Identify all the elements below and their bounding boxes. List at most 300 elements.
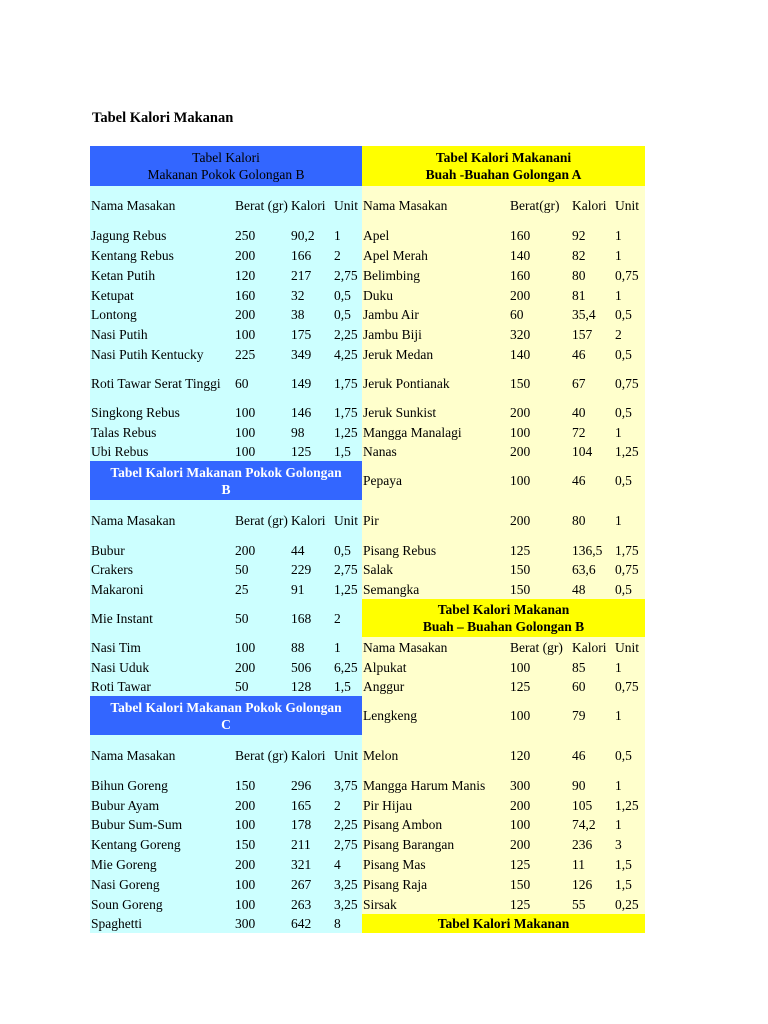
table-cell: 0,5 — [615, 747, 632, 763]
table-cell: 200 — [510, 404, 531, 420]
table-cell: Soun Goreng — [91, 896, 163, 912]
table-row — [90, 265, 362, 285]
table-cell: 175 — [291, 326, 312, 342]
calorie-tables — [90, 146, 645, 933]
column-header-cell: Kalori — [291, 512, 326, 528]
table-row — [90, 677, 362, 696]
table-cell: 11 — [572, 856, 585, 872]
column-header-cell: Unit — [334, 747, 359, 763]
table-cell: Pisang Barangan — [363, 836, 455, 852]
table-cell: 3 — [615, 836, 622, 852]
column-header-cell: Unit — [334, 512, 359, 528]
table-cell: 100 — [235, 639, 256, 655]
table-cell: 50 — [235, 562, 249, 577]
table-cell: 250 — [235, 227, 256, 243]
table-cell: Singkong Rebus — [91, 404, 180, 420]
table-cell: 104 — [572, 444, 593, 459]
table-cell: 349 — [291, 346, 312, 362]
table-cell: 200 — [235, 307, 256, 322]
table-section-header — [90, 696, 362, 735]
table-cell: 120 — [510, 747, 531, 763]
table-cell: 140 — [510, 247, 531, 263]
table-cell: Duku — [363, 287, 393, 303]
table-row — [90, 834, 362, 854]
table-cell: 35,4 — [572, 307, 596, 322]
table-cell: Bubur Ayam — [91, 797, 160, 813]
table-cell: Talas Rebus — [91, 424, 157, 440]
table-cell: 85 — [572, 659, 586, 675]
section-header-line: Tabel Kalori Makanan — [437, 916, 570, 931]
table-row — [90, 599, 362, 637]
column-header-cell: Nama Masakan — [91, 198, 176, 213]
table-cell: 1,75 — [334, 375, 358, 391]
table-cell: 229 — [291, 562, 312, 577]
table-cell: 200 — [510, 444, 531, 459]
table-row — [90, 775, 362, 795]
table-cell: 81 — [572, 287, 586, 303]
table-row — [90, 874, 362, 894]
table-cell: 150 — [510, 562, 531, 577]
table-cell: 2 — [615, 326, 622, 342]
table-cell: 1,75 — [334, 404, 358, 420]
table-cell: 125 — [510, 896, 531, 912]
column-header-cell: Kalori — [572, 198, 607, 213]
table-cell: Salak — [363, 562, 393, 577]
table-cell: 46 — [572, 346, 586, 362]
table-section-header — [90, 146, 362, 186]
table-row — [90, 364, 362, 402]
table-cell: 100 — [510, 708, 531, 723]
table-cell: Jeruk Medan — [363, 346, 434, 362]
table-section-header — [90, 461, 362, 500]
table-cell: 1 — [615, 777, 622, 793]
table-cell: 1 — [615, 287, 622, 303]
table-row — [90, 560, 362, 579]
table-row — [362, 324, 645, 344]
table-cell: 100 — [510, 473, 531, 488]
table-cell: Jeruk Pontianak — [363, 375, 450, 391]
table-cell: 2,75 — [334, 267, 358, 283]
table-cell: 200 — [235, 797, 256, 813]
table-row — [90, 285, 362, 305]
table-cell: 0,75 — [615, 562, 639, 577]
table-cell: 0,5 — [615, 473, 632, 488]
table-cell: Mie Instant — [91, 610, 153, 626]
table-row — [362, 579, 645, 599]
table-row — [362, 657, 645, 677]
table-cell: 3,75 — [334, 777, 358, 793]
table-cell: 1,5 — [615, 876, 632, 892]
table-cell: Melon — [363, 747, 399, 763]
table-cell: 157 — [572, 326, 593, 342]
table-cell: 125 — [291, 444, 312, 459]
table-cell: 1,25 — [334, 424, 358, 440]
table-cell: Semangka — [363, 581, 420, 597]
column-header-row — [362, 637, 645, 657]
table-cell: 32 — [291, 287, 305, 303]
table-cell: 140 — [510, 346, 531, 362]
table-row — [362, 402, 645, 422]
table-row — [362, 735, 645, 775]
table-cell: Nasi Uduk — [91, 659, 150, 675]
table-cell: Roti Tawar Serat Tinggi — [91, 375, 221, 391]
table-row — [90, 442, 362, 461]
column-header-cell: Unit — [615, 639, 640, 655]
table-cell: Jambu Biji — [363, 326, 422, 342]
table-cell: Pisang Raja — [363, 876, 428, 892]
table-row — [362, 265, 645, 285]
table-cell: Bubur — [91, 542, 125, 558]
table-cell: Nasi Tim — [91, 639, 141, 655]
table-cell: 2,25 — [334, 326, 358, 342]
table-row — [362, 344, 645, 364]
table-cell: 100 — [235, 444, 256, 459]
table-cell: 92 — [572, 227, 586, 243]
table-cell: 100 — [235, 896, 256, 912]
table-cell: 46 — [572, 747, 586, 763]
table-cell: 1 — [615, 424, 622, 440]
page-title: Tabel Kalori Makanan — [92, 110, 234, 126]
table-row — [90, 657, 362, 677]
table-cell: 67 — [572, 375, 586, 391]
table-cell: 125 — [510, 542, 531, 558]
table-cell: Sirsak — [363, 896, 397, 912]
table-cell: 0,5 — [615, 581, 632, 597]
table-cell: 321 — [291, 856, 312, 872]
table-cell: 1,5 — [334, 679, 351, 694]
table-row — [362, 560, 645, 579]
table-cell: 211 — [291, 836, 311, 852]
table-row — [362, 854, 645, 874]
column-header-cell: Berat (gr) — [235, 198, 288, 213]
table-row — [362, 422, 645, 442]
table-cell: 105 — [572, 797, 593, 813]
table-row — [90, 245, 362, 265]
table-cell: 40 — [572, 404, 586, 420]
section-header-line: Tabel Kalori Makanan Pokok Golongan — [110, 699, 342, 715]
table-row — [362, 815, 645, 834]
column-header-cell: Berat (gr) — [235, 747, 288, 763]
table-cell: 200 — [235, 247, 256, 263]
table-cell: Crakers — [91, 562, 133, 577]
table-cell: 1,25 — [334, 581, 358, 597]
table-cell: 150 — [235, 777, 256, 793]
table-cell: 2 — [334, 797, 341, 813]
table-cell: 100 — [235, 876, 256, 892]
table-cell: 1 — [615, 817, 622, 832]
table-cell: 160 — [510, 227, 531, 243]
table-row — [362, 461, 645, 500]
table-cell: Lontong — [91, 307, 137, 322]
table-cell: Nanas — [363, 444, 397, 459]
column-header-row — [362, 186, 645, 225]
table-cell: 100 — [235, 326, 256, 342]
table-cell: 1 — [615, 512, 622, 528]
table-cell: 50 — [235, 610, 249, 626]
table-cell: 300 — [235, 916, 256, 931]
table-cell: 267 — [291, 876, 312, 892]
table-cell: 225 — [235, 346, 256, 362]
table-cell: 149 — [291, 375, 312, 391]
table-cell: Makaroni — [91, 581, 144, 597]
table-row — [90, 324, 362, 344]
table-cell: Mangga Manalagi — [363, 424, 462, 440]
table-cell: 0,5 — [615, 346, 632, 362]
table-cell: 1,5 — [615, 856, 632, 872]
table-row — [90, 402, 362, 422]
table-cell: 3,25 — [334, 896, 358, 912]
table-cell: Nasi Goreng — [91, 876, 160, 892]
table-cell: 168 — [291, 610, 312, 626]
table-cell: 200 — [510, 797, 531, 813]
column-header-cell: Berat (gr) — [235, 512, 288, 528]
table-cell: 125 — [510, 856, 531, 872]
table-row — [90, 637, 362, 657]
table-cell: 48 — [572, 581, 586, 597]
table-row — [90, 225, 362, 245]
table-section-header — [362, 914, 645, 933]
table-cell: 6,25 — [334, 659, 358, 675]
table-row — [90, 795, 362, 815]
section-header-line: Tabel Kalori Makanan — [437, 602, 570, 617]
table-cell: 150 — [510, 375, 531, 391]
table-cell: 0,5 — [334, 307, 351, 322]
table-cell: 80 — [572, 512, 586, 528]
table-cell: 2,25 — [334, 817, 358, 832]
table-cell: 38 — [291, 307, 305, 322]
table-cell: 74,2 — [572, 817, 596, 832]
table-cell: Bihun Goreng — [91, 777, 168, 793]
table-cell: 60 — [235, 375, 249, 391]
column-header-cell: Nama Masakan — [363, 198, 448, 213]
column-header-row — [90, 500, 362, 540]
table-cell: 146 — [291, 404, 312, 420]
table-cell: 50 — [235, 679, 249, 694]
table-row — [90, 894, 362, 914]
table-cell: 72 — [572, 424, 586, 440]
column-header-cell: Unit — [334, 198, 359, 213]
table-cell: 200 — [510, 512, 531, 528]
table-cell: Belimbing — [363, 267, 420, 283]
table-cell: Mie Goreng — [91, 856, 157, 872]
table-cell: Pisang Mas — [363, 856, 426, 872]
table-cell: 126 — [572, 876, 593, 892]
table-cell: 2,75 — [334, 562, 358, 577]
table-cell: 200 — [235, 856, 256, 872]
table-cell: 100 — [510, 659, 531, 675]
table-cell: 200 — [235, 542, 256, 558]
column-header-cell: Nama Masakan — [91, 512, 176, 528]
table-cell: 0,5 — [334, 542, 351, 558]
table-cell: 166 — [291, 247, 312, 263]
table-cell: 100 — [235, 817, 256, 832]
table-cell: 160 — [510, 267, 531, 283]
table-cell: 506 — [291, 659, 312, 675]
table-cell: 200 — [510, 287, 531, 303]
table-cell: Jeruk Sunkist — [363, 404, 437, 420]
table-cell: 100 — [510, 424, 531, 440]
table-cell: 320 — [510, 326, 531, 342]
table-row — [362, 364, 645, 402]
table-cell: 120 — [235, 267, 256, 283]
table-cell: 217 — [291, 267, 312, 283]
table-row — [90, 540, 362, 560]
section-header-line: B — [221, 481, 231, 497]
left-table-column — [90, 146, 362, 933]
table-row — [362, 285, 645, 305]
table-cell: 236 — [572, 836, 593, 852]
table-cell: Ketupat — [91, 287, 134, 303]
table-row — [362, 500, 645, 540]
column-header-cell: Berat(gr) — [510, 198, 560, 213]
table-row — [90, 422, 362, 442]
table-cell: 82 — [572, 247, 586, 263]
section-header-line: Buah – Buahan Golongan B — [422, 619, 585, 634]
table-cell: 0,25 — [615, 896, 639, 912]
table-cell: 296 — [291, 777, 312, 793]
table-row — [362, 677, 645, 696]
table-row — [362, 225, 645, 245]
table-row — [90, 815, 362, 834]
table-cell: Alpukat — [363, 659, 407, 675]
table-row — [362, 696, 645, 735]
section-header-line: Tabel Kalori — [192, 150, 260, 165]
table-cell: 91 — [291, 581, 305, 597]
table-cell: 44 — [291, 542, 305, 558]
table-cell: Nasi Putih — [91, 326, 148, 342]
table-row — [90, 914, 362, 933]
column-header-cell: Nama Masakan — [363, 639, 448, 655]
table-cell: 1,75 — [615, 542, 639, 558]
table-cell: Spaghetti — [91, 916, 142, 931]
table-cell: 1,5 — [334, 444, 351, 459]
table-cell: Roti Tawar — [91, 679, 151, 694]
table-row — [362, 894, 645, 914]
right-table-column — [362, 146, 645, 933]
table-row — [90, 344, 362, 364]
table-cell: 4 — [334, 856, 341, 872]
table-cell: 8 — [334, 916, 341, 931]
table-cell: 160 — [235, 287, 256, 303]
table-section-header — [362, 146, 645, 186]
table-cell: 0,75 — [615, 375, 639, 391]
table-cell: Apel — [363, 227, 390, 243]
table-cell: 60 — [572, 679, 586, 694]
table-cell: 100 — [235, 424, 256, 440]
table-section-header — [362, 599, 645, 637]
table-row — [362, 540, 645, 560]
column-header-cell: Kalori — [572, 639, 607, 655]
table-cell: Ubi Rebus — [91, 444, 149, 459]
table-cell: Bubur Sum-Sum — [91, 817, 183, 832]
column-header-cell: Berat (gr) — [510, 639, 563, 655]
table-cell: 1 — [334, 639, 341, 655]
table-row — [362, 245, 645, 265]
table-cell: Pisang Ambon — [363, 817, 443, 832]
table-cell: Kentang Rebus — [91, 247, 174, 263]
table-cell: 300 — [510, 777, 531, 793]
table-cell: 90 — [572, 777, 586, 793]
table-cell: 60 — [510, 307, 524, 322]
table-cell: 100 — [510, 817, 531, 832]
section-header-line: C — [221, 716, 231, 732]
table-cell: Mangga Harum Manis — [363, 777, 486, 793]
table-cell: 263 — [291, 896, 312, 912]
table-cell: Pepaya — [363, 473, 402, 488]
table-cell: 178 — [291, 817, 312, 832]
column-header-cell: Kalori — [291, 747, 326, 763]
table-cell: Kentang Goreng — [91, 836, 181, 852]
table-cell: 2,75 — [334, 836, 358, 852]
column-header-row — [90, 735, 362, 775]
table-cell: Jambu Air — [363, 307, 419, 322]
table-cell: 1 — [615, 247, 622, 263]
section-header-line: Makanan Pokok Golongan B — [147, 167, 305, 182]
table-cell: 1 — [334, 227, 341, 243]
table-cell: 150 — [235, 836, 256, 852]
table-cell: 3,25 — [334, 876, 358, 892]
table-cell: 165 — [291, 797, 312, 813]
table-cell: Lengkeng — [363, 708, 417, 723]
table-cell: 0,5 — [615, 404, 632, 420]
table-row — [90, 305, 362, 324]
table-cell: 1 — [615, 659, 622, 675]
table-cell: Pir — [363, 512, 379, 528]
table-cell: 642 — [291, 916, 312, 931]
table-cell: Apel Merah — [363, 247, 428, 263]
table-row — [362, 775, 645, 795]
table-row — [362, 795, 645, 815]
table-cell: Ketan Putih — [91, 267, 156, 283]
table-row — [362, 305, 645, 324]
table-cell: 90,2 — [291, 227, 315, 243]
table-row — [362, 442, 645, 461]
table-cell: 0,5 — [615, 307, 632, 322]
section-header-line: Buah -Buahan Golongan A — [425, 167, 582, 182]
table-cell: 63,6 — [572, 562, 596, 577]
table-cell: 88 — [291, 639, 305, 655]
table-cell: 25 — [235, 581, 249, 597]
table-cell: 80 — [572, 267, 586, 283]
table-cell: 2 — [334, 247, 341, 263]
table-cell: 0,5 — [334, 287, 351, 303]
table-cell: 200 — [235, 659, 256, 675]
table-cell: 1 — [615, 227, 622, 243]
table-cell: 98 — [291, 424, 305, 440]
table-cell: 79 — [572, 708, 586, 723]
table-cell: 0,75 — [615, 267, 639, 283]
table-cell: 150 — [510, 581, 531, 597]
table-cell: 150 — [510, 876, 531, 892]
table-cell: 0,75 — [615, 679, 639, 694]
column-header-cell: Kalori — [291, 198, 326, 213]
table-cell: Jagung Rebus — [91, 227, 167, 243]
table-cell: 1 — [615, 708, 622, 723]
section-header-line: Tabel Kalori Makanan Pokok Golongan — [110, 464, 342, 480]
table-cell: 4,25 — [334, 346, 358, 362]
table-row — [362, 834, 645, 854]
table-cell: 1,25 — [615, 797, 639, 813]
table-row — [90, 854, 362, 874]
column-header-row — [90, 186, 362, 225]
column-header-cell: Nama Masakan — [91, 747, 176, 763]
table-cell: Pisang Rebus — [363, 542, 437, 558]
table-row — [362, 874, 645, 894]
table-cell: 136,5 — [572, 542, 603, 558]
table-cell: Anggur — [363, 679, 405, 694]
table-cell: 100 — [235, 404, 256, 420]
table-cell: 46 — [572, 473, 586, 488]
